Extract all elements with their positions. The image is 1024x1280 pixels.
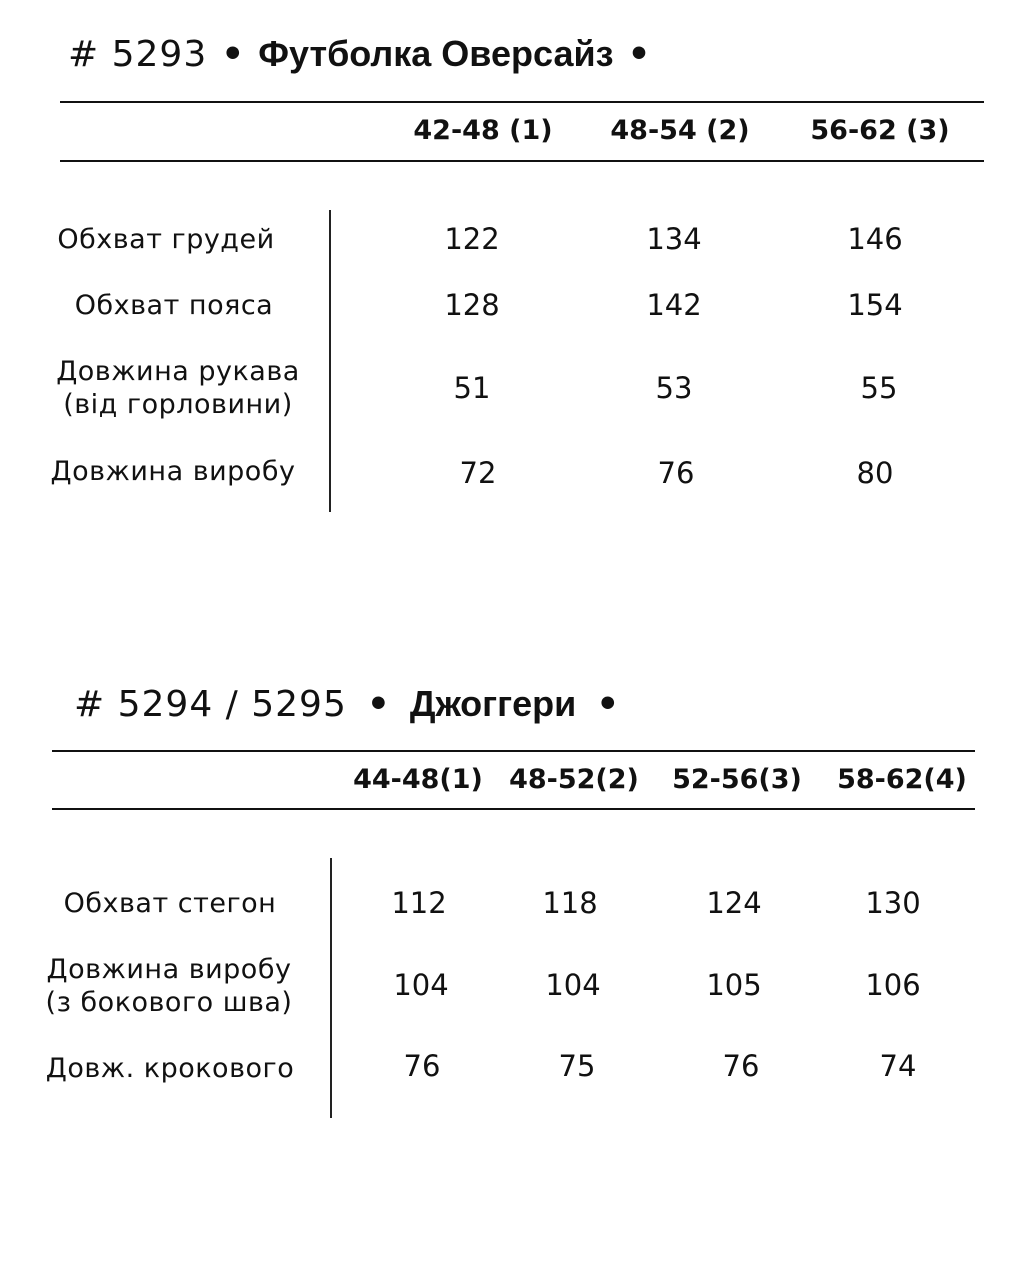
separator-dot: •: [366, 684, 390, 725]
measurement-value: 76: [403, 1049, 441, 1083]
measurement-label: Довжина виробу (з бокового шва): [45, 954, 293, 1018]
header-top-rule: [60, 101, 984, 103]
header-top-rule: [52, 750, 975, 752]
measurement-label: Обхват пояса: [74, 290, 274, 321]
size-column-header: 56-62 (3): [810, 115, 950, 146]
measurement-value: 76: [722, 1049, 760, 1083]
measurement-value: 130: [865, 886, 921, 920]
size-column-header: 42-48 (1): [413, 115, 553, 146]
header-bottom-rule: [60, 160, 984, 162]
measurement-value: 76: [657, 456, 695, 490]
table-title: [68, 32, 665, 77]
measurement-value: 104: [545, 968, 601, 1002]
measurement-label: Довж. крокового: [45, 1053, 295, 1084]
column-divider: [330, 858, 332, 1118]
size-column-header: 44-48(1): [353, 764, 483, 795]
product-code: # 5294 / 5295: [74, 684, 347, 725]
measurement-label: Довжина рукава (від горловини): [56, 356, 300, 420]
measurement-value: 134: [646, 222, 702, 256]
size-column-header: 58-62(4): [837, 764, 967, 795]
separator-dot: •: [596, 684, 620, 725]
product-code: # 5293: [68, 34, 208, 75]
measurement-value: 72: [459, 456, 497, 490]
size-column-header: 48-52(2): [509, 764, 639, 795]
separator-dot: •: [627, 34, 651, 75]
measurement-value: 105: [706, 968, 762, 1002]
measurement-label: Обхват грудей: [57, 224, 275, 255]
header-bottom-rule: [52, 808, 975, 810]
product-name: Джоггери: [409, 683, 577, 724]
size-column-header: 48-54 (2): [610, 115, 750, 146]
measurement-value: 112: [391, 886, 447, 920]
size-column-header: 52-56(3): [672, 764, 802, 795]
measurement-value: 124: [706, 886, 762, 920]
measurement-value: 75: [558, 1049, 596, 1083]
measurement-value: 80: [856, 456, 894, 490]
measurement-value: 146: [847, 222, 903, 256]
measurement-value: 142: [646, 288, 702, 322]
measurement-value: 128: [444, 288, 500, 322]
measurement-value: 118: [542, 886, 598, 920]
measurement-value: 51: [453, 371, 491, 405]
measurement-value: 74: [879, 1049, 917, 1083]
measurement-value: 122: [444, 222, 500, 256]
measurement-value: 106: [865, 968, 921, 1002]
separator-dot: •: [221, 34, 245, 75]
measurement-value: 53: [655, 371, 693, 405]
table-title: [74, 682, 639, 727]
measurement-value: 154: [847, 288, 903, 322]
measurement-label: Довжина виробу: [50, 456, 296, 487]
measurement-value: 104: [393, 968, 449, 1002]
column-divider: [329, 210, 331, 512]
measurement-label: Обхват стегон: [63, 888, 277, 919]
product-name: Футболка Оверсайз: [258, 33, 614, 74]
measurement-value: 55: [860, 371, 898, 405]
